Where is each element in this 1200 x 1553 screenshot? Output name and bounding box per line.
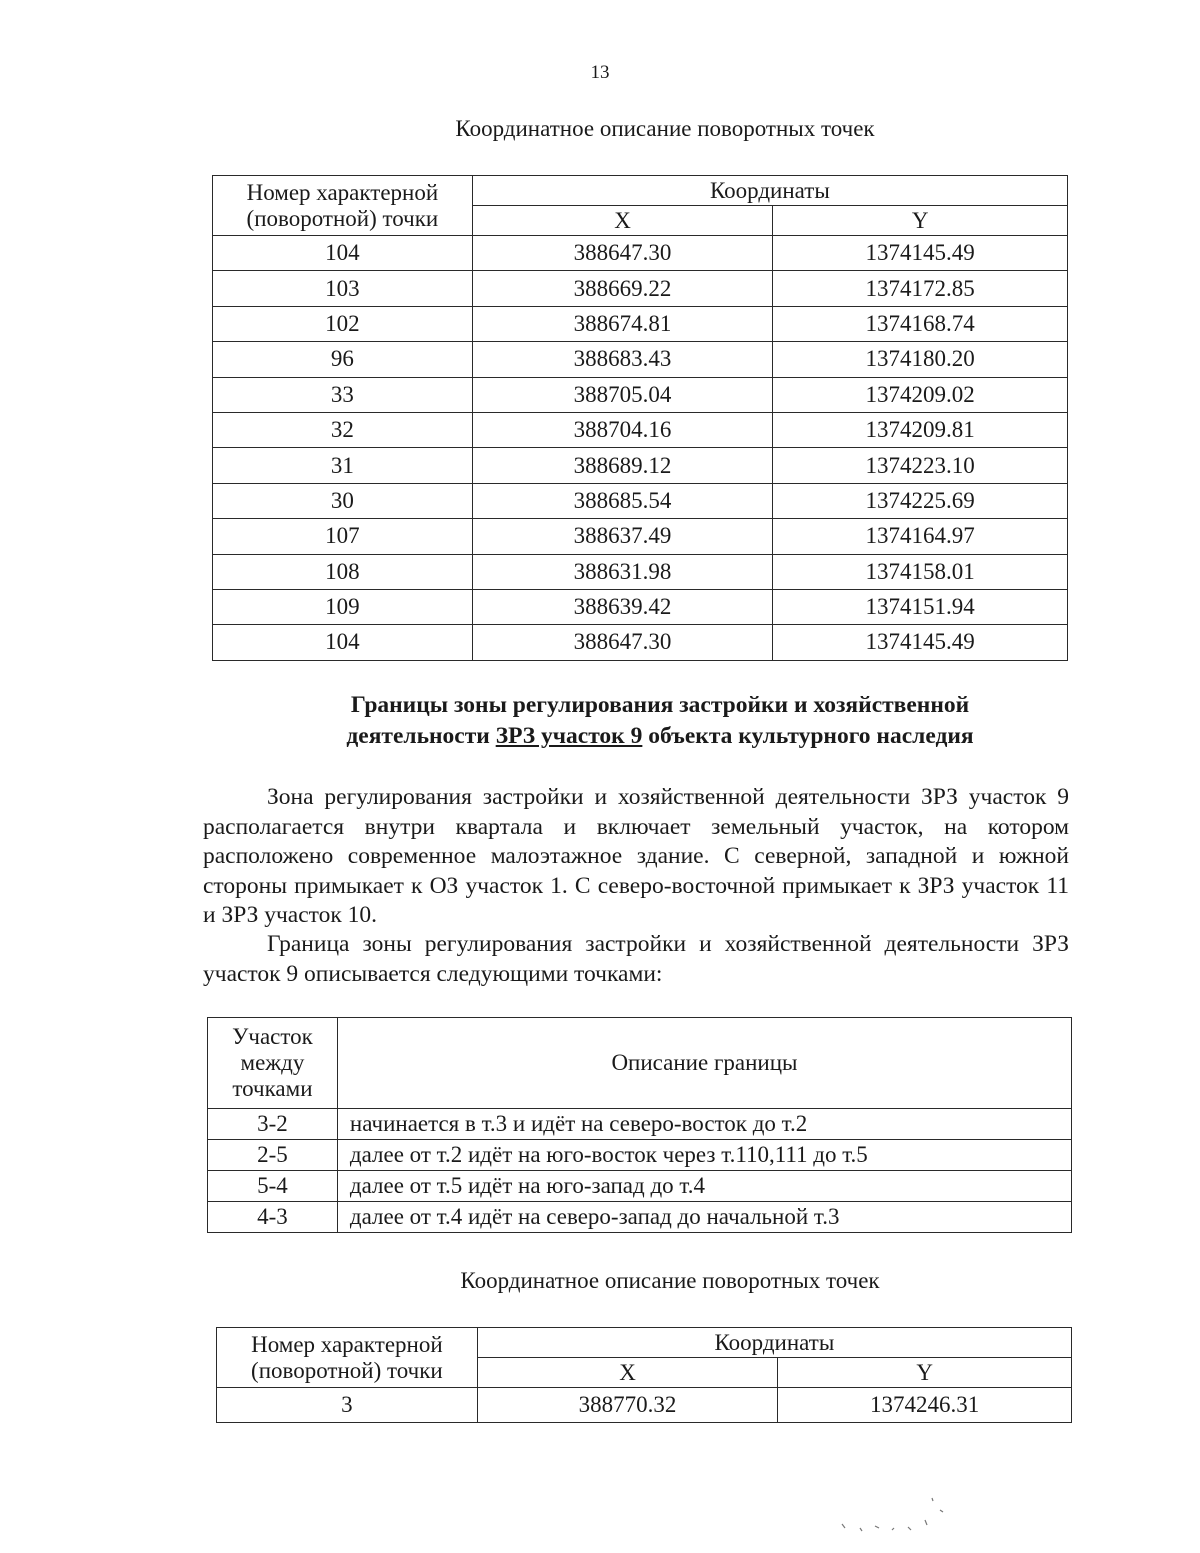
table1-header-x: X xyxy=(472,206,773,236)
table-row xyxy=(208,1140,1072,1171)
point-cell: 108 xyxy=(213,554,473,589)
y-cell: 1374172.85 xyxy=(773,271,1068,306)
scan-marks xyxy=(820,1480,960,1540)
segment-cell: 3-2 xyxy=(208,1109,338,1140)
table-row xyxy=(213,554,1068,589)
description-cell: далее от т.4 идёт на северо-запад до начальной т.3 xyxy=(337,1202,1071,1233)
page-number: 13 xyxy=(590,62,610,83)
table-row xyxy=(213,236,1068,271)
y-cell: 1374145.49 xyxy=(773,236,1068,271)
x-cell: 388647.30 xyxy=(472,625,773,660)
table3-header-y: Y xyxy=(778,1358,1072,1388)
description-cell: начинается в т.3 и идёт на северо-восток до т.2 xyxy=(337,1109,1071,1140)
x-cell: 388704.16 xyxy=(472,412,773,447)
table-row xyxy=(217,1388,1072,1423)
x-cell: 388689.12 xyxy=(472,448,773,483)
segment-cell: 5-4 xyxy=(208,1171,338,1202)
x-cell: 388683.43 xyxy=(472,342,773,377)
y-cell: 1374168.74 xyxy=(773,306,1068,341)
table-row xyxy=(213,519,1068,554)
table-row xyxy=(213,377,1068,412)
paragraph-boundary-intro: Граница зоны регулирования застройки и хозяйственной деятельности ЗРЗ участок 9 описывается следующими точками: xyxy=(203,931,1069,987)
table-row xyxy=(213,589,1068,624)
point-cell: 32 xyxy=(213,412,473,447)
table-row xyxy=(208,1109,1072,1140)
y-cell: 1374209.81 xyxy=(773,412,1068,447)
table2-header-description: Описание границы xyxy=(337,1018,1071,1109)
table3-coordinates xyxy=(216,1327,1072,1423)
table1-header-point: Номер характерной (поворотной) точки xyxy=(213,176,473,236)
table-row xyxy=(213,448,1068,483)
point-cell: 104 xyxy=(213,625,473,660)
table1-header-coordinates: Координаты xyxy=(472,176,1067,206)
table-row xyxy=(213,625,1068,660)
segment-cell: 4-3 xyxy=(208,1202,338,1233)
y-cell: 1374209.02 xyxy=(773,377,1068,412)
point-cell: 96 xyxy=(213,342,473,377)
point-cell: 33 xyxy=(213,377,473,412)
x-cell: 388705.04 xyxy=(472,377,773,412)
table-row xyxy=(208,1202,1072,1233)
table-row xyxy=(213,412,1068,447)
table-row xyxy=(208,1171,1072,1202)
table2-header-segment: Участок между точками xyxy=(208,1018,338,1109)
y-cell: 1374180.20 xyxy=(773,342,1068,377)
table-row xyxy=(213,271,1068,306)
x-cell: 388631.98 xyxy=(472,554,773,589)
description-cell: далее от т.2 идёт на юго-восток через т.110,111 до т.5 xyxy=(337,1140,1071,1171)
point-cell: 102 xyxy=(213,306,473,341)
y-cell: 1374246.31 xyxy=(778,1388,1072,1423)
description-cell: далее от т.5 идёт на юго-запад до т.4 xyxy=(337,1171,1071,1202)
x-cell: 388770.32 xyxy=(477,1388,778,1423)
table1-coordinates xyxy=(212,175,1068,661)
point-cell: 30 xyxy=(213,483,473,518)
table-row xyxy=(213,483,1068,518)
paragraph-zone-description: Зона регулирования застройки и хозяйственной деятельности ЗРЗ участок 9 располагается внутри квартала и включает земельный участок, на котором расположено современное малоэтажное здание. С северной, западной и южной стороны примыкает к ОЗ участок 1. С северо-восточной примыкает к ЗРЗ участок 11 и ЗРЗ участок 10. xyxy=(203,784,1069,928)
y-cell: 1374151.94 xyxy=(773,589,1068,624)
section-heading xyxy=(240,690,1080,752)
table-row xyxy=(213,342,1068,377)
table3-header-point: Номер характерной (поворотной) точки xyxy=(217,1328,478,1388)
y-cell: 1374158.01 xyxy=(773,554,1068,589)
x-cell: 388685.54 xyxy=(472,483,773,518)
table3-caption: Координатное описание поворотных точек xyxy=(460,1268,880,1293)
y-cell: 1374164.97 xyxy=(773,519,1068,554)
table-row xyxy=(213,306,1068,341)
point-cell: 31 xyxy=(213,448,473,483)
x-cell: 388674.81 xyxy=(472,306,773,341)
table1-caption: Координатное описание поворотных точек xyxy=(455,116,875,141)
table3-header-x: X xyxy=(477,1358,778,1388)
section-heading-line1: Границы зоны регулирования застройки и хозяйственной xyxy=(350,692,970,718)
x-cell: 388637.49 xyxy=(472,519,773,554)
point-cell: 103 xyxy=(213,271,473,306)
point-cell: 107 xyxy=(213,519,473,554)
x-cell: 388639.42 xyxy=(472,589,773,624)
point-cell: 109 xyxy=(213,589,473,624)
table3-header-coordinates: Координаты xyxy=(477,1328,1071,1358)
x-cell: 388647.30 xyxy=(472,236,773,271)
section-heading-line2: деятельности ЗРЗ участок 9 объекта культурного наследия xyxy=(346,723,974,749)
y-cell: 1374145.49 xyxy=(773,625,1068,660)
x-cell: 388669.22 xyxy=(472,271,773,306)
segment-cell: 2-5 xyxy=(208,1140,338,1171)
table1-header-y: Y xyxy=(773,206,1068,236)
y-cell: 1374223.10 xyxy=(773,448,1068,483)
point-cell: 3 xyxy=(217,1388,478,1423)
point-cell: 104 xyxy=(213,236,473,271)
table2-boundary-description xyxy=(207,1017,1072,1233)
y-cell: 1374225.69 xyxy=(773,483,1068,518)
